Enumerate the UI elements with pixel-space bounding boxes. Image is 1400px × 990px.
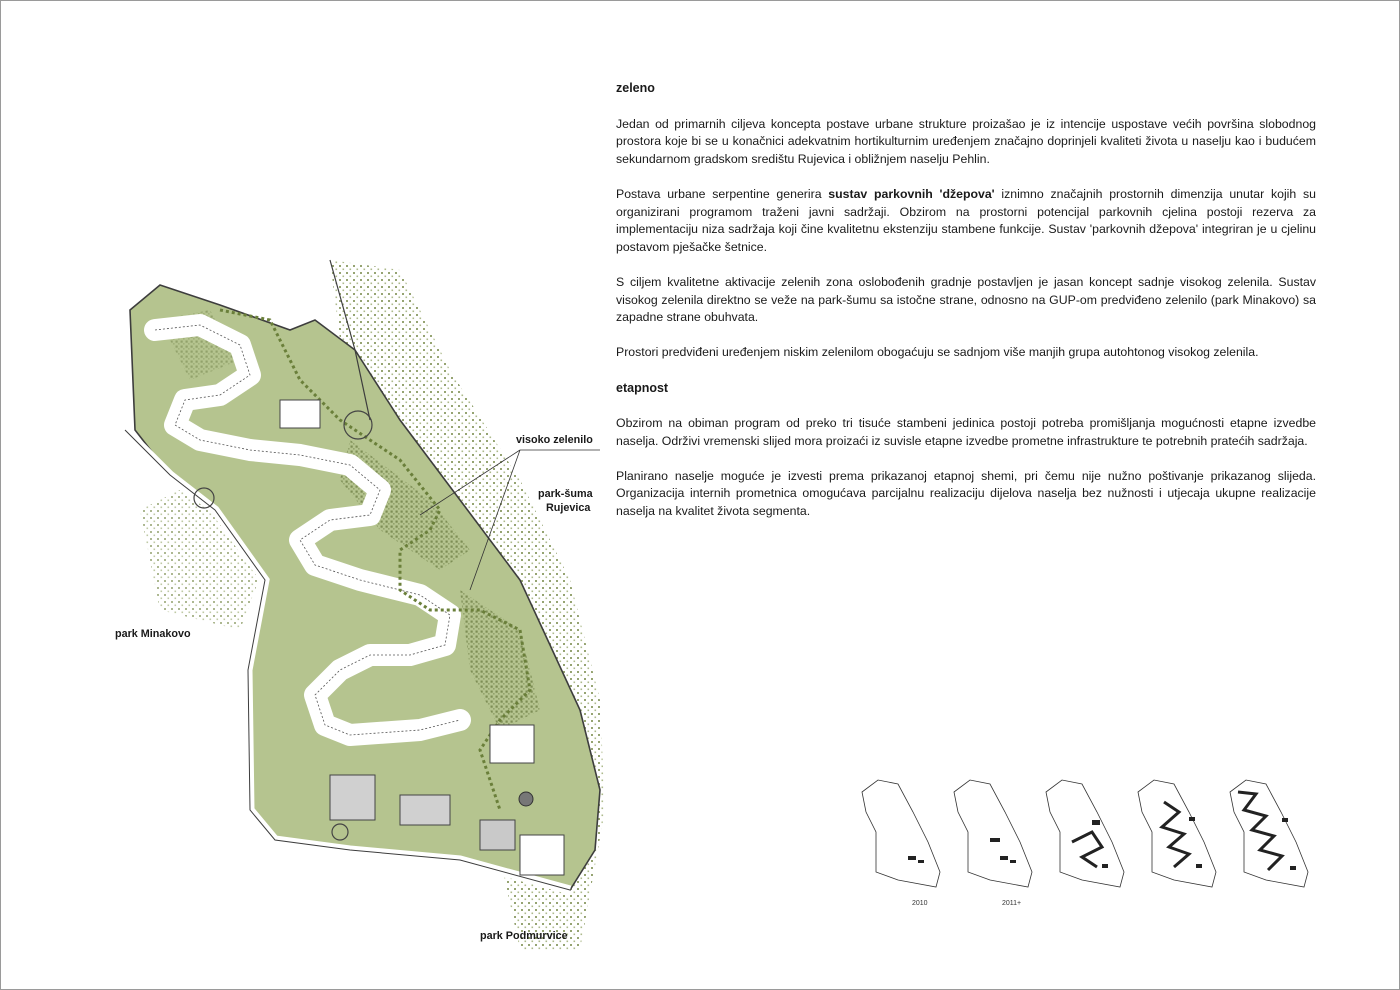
- label-park-suma-1: park-šuma: [538, 488, 593, 500]
- label-visoko-zelenilo: visoko zelenilo: [516, 434, 593, 446]
- paragraph-zeleno-4: Prostori predviđeni uređenjem niskim zelenilom obogaćuju se sadnjom više manjih grupa autohtonog visokog zelenila.: [616, 345, 1259, 360]
- public-building-3: [520, 835, 564, 875]
- label-park-podmurvice: park Podmurvice: [480, 930, 568, 942]
- text-column: [616, 80, 1316, 538]
- paragraph-zeleno-2: [616, 186, 1316, 256]
- paragraph-zeleno-2b: iznimno značajnih prostornih dimenzija unutar kojih su organizirani programom traženi javni sadržaji. Obzirom na prostorni potencijal parkovnih cjelina postoji rezerva za implementaciju niza sadržaja koji čine kvalitetnu ekstenziju stambene funkcije. Sustav 'parkovnih džepova' integriran je u cjelinu postavom pješačke šetnice.: [616, 186, 1316, 254]
- phase-5: [1230, 780, 1308, 887]
- phase-1: [862, 780, 940, 887]
- phase-3: [1046, 780, 1124, 887]
- parking-area: [480, 820, 515, 850]
- phase-year-2: 2011+: [1002, 900, 1022, 907]
- paragraph-zeleno-1: Jedan od primarnih ciljeva koncepta postave urbane strukture proizašao je iz intencije uspostave većih površina slobodnog prostora koje bi se u konačnici adekvatnim hortikulturnim uređenjem značajno doprinjeli kvaliteti života u naselju kao i budućem sekundarnom gradskom središtu Rujevica i obližnjem naselju Pehlin.: [616, 116, 1316, 166]
- heading-etapnost: etapnost: [616, 380, 669, 395]
- public-building-1: [280, 400, 320, 428]
- paragraph-zeleno-3: S ciljem kvalitetne aktivacije zelenih zona oslobođenih gradnje postavljen je jasan koncept sadnje visokog zelenila. Sustav visokog zelenila direktno se veže na park-šumu sa istočne strane, odnosno na GUP-om predviđeno zelenilo (park Minakovo) sa zapadne strane obuhvata.: [616, 274, 1316, 325]
- label-park-suma-2: Rujevica: [546, 502, 591, 514]
- public-building-2: [490, 725, 534, 763]
- phase-2: [954, 780, 1032, 887]
- paragraph-zeleno-2-bold: sustav parkovnih 'džepova': [828, 186, 995, 201]
- public-building-4: [330, 775, 375, 820]
- paragraph-zeleno-2a: Postava urbane serpentine generira: [616, 186, 829, 201]
- label-park-minakovo: park Minakovo: [115, 628, 191, 640]
- phasing-scheme: [850, 772, 1330, 912]
- paragraph-etapnost-2: Planirano naselje moguće je izvesti prema prikazanoj etapnoj shemi, pri čemu nije nužno poštivanje prikazanog slijeda. Organizacija internih prometnica omogućava parcijalnu realizaciju dijelova naselja bez nužnosti i utjecaja ukupne realizacije naselja na kvalitet života segmenta.: [616, 468, 1316, 519]
- site-plan-drawing: [100, 250, 620, 970]
- phase-4: [1138, 780, 1216, 887]
- phase-year-1: 2010: [912, 900, 928, 907]
- public-building-5: [400, 795, 450, 825]
- pond: [519, 792, 533, 806]
- heading-zeleno: zeleno: [616, 81, 655, 95]
- paragraph-etapnost-1: Obzirom na obiman program od preko tri tisuće stambeni jedinica postoji potreba promišljanja mogućnosti etapne izvedbe naselja. Održivi vremenski slijed mora proizaći iz suvisle etapne izvedbe prometne infrastrukture te potrebnih pratećih sadržaja.: [616, 416, 1316, 448]
